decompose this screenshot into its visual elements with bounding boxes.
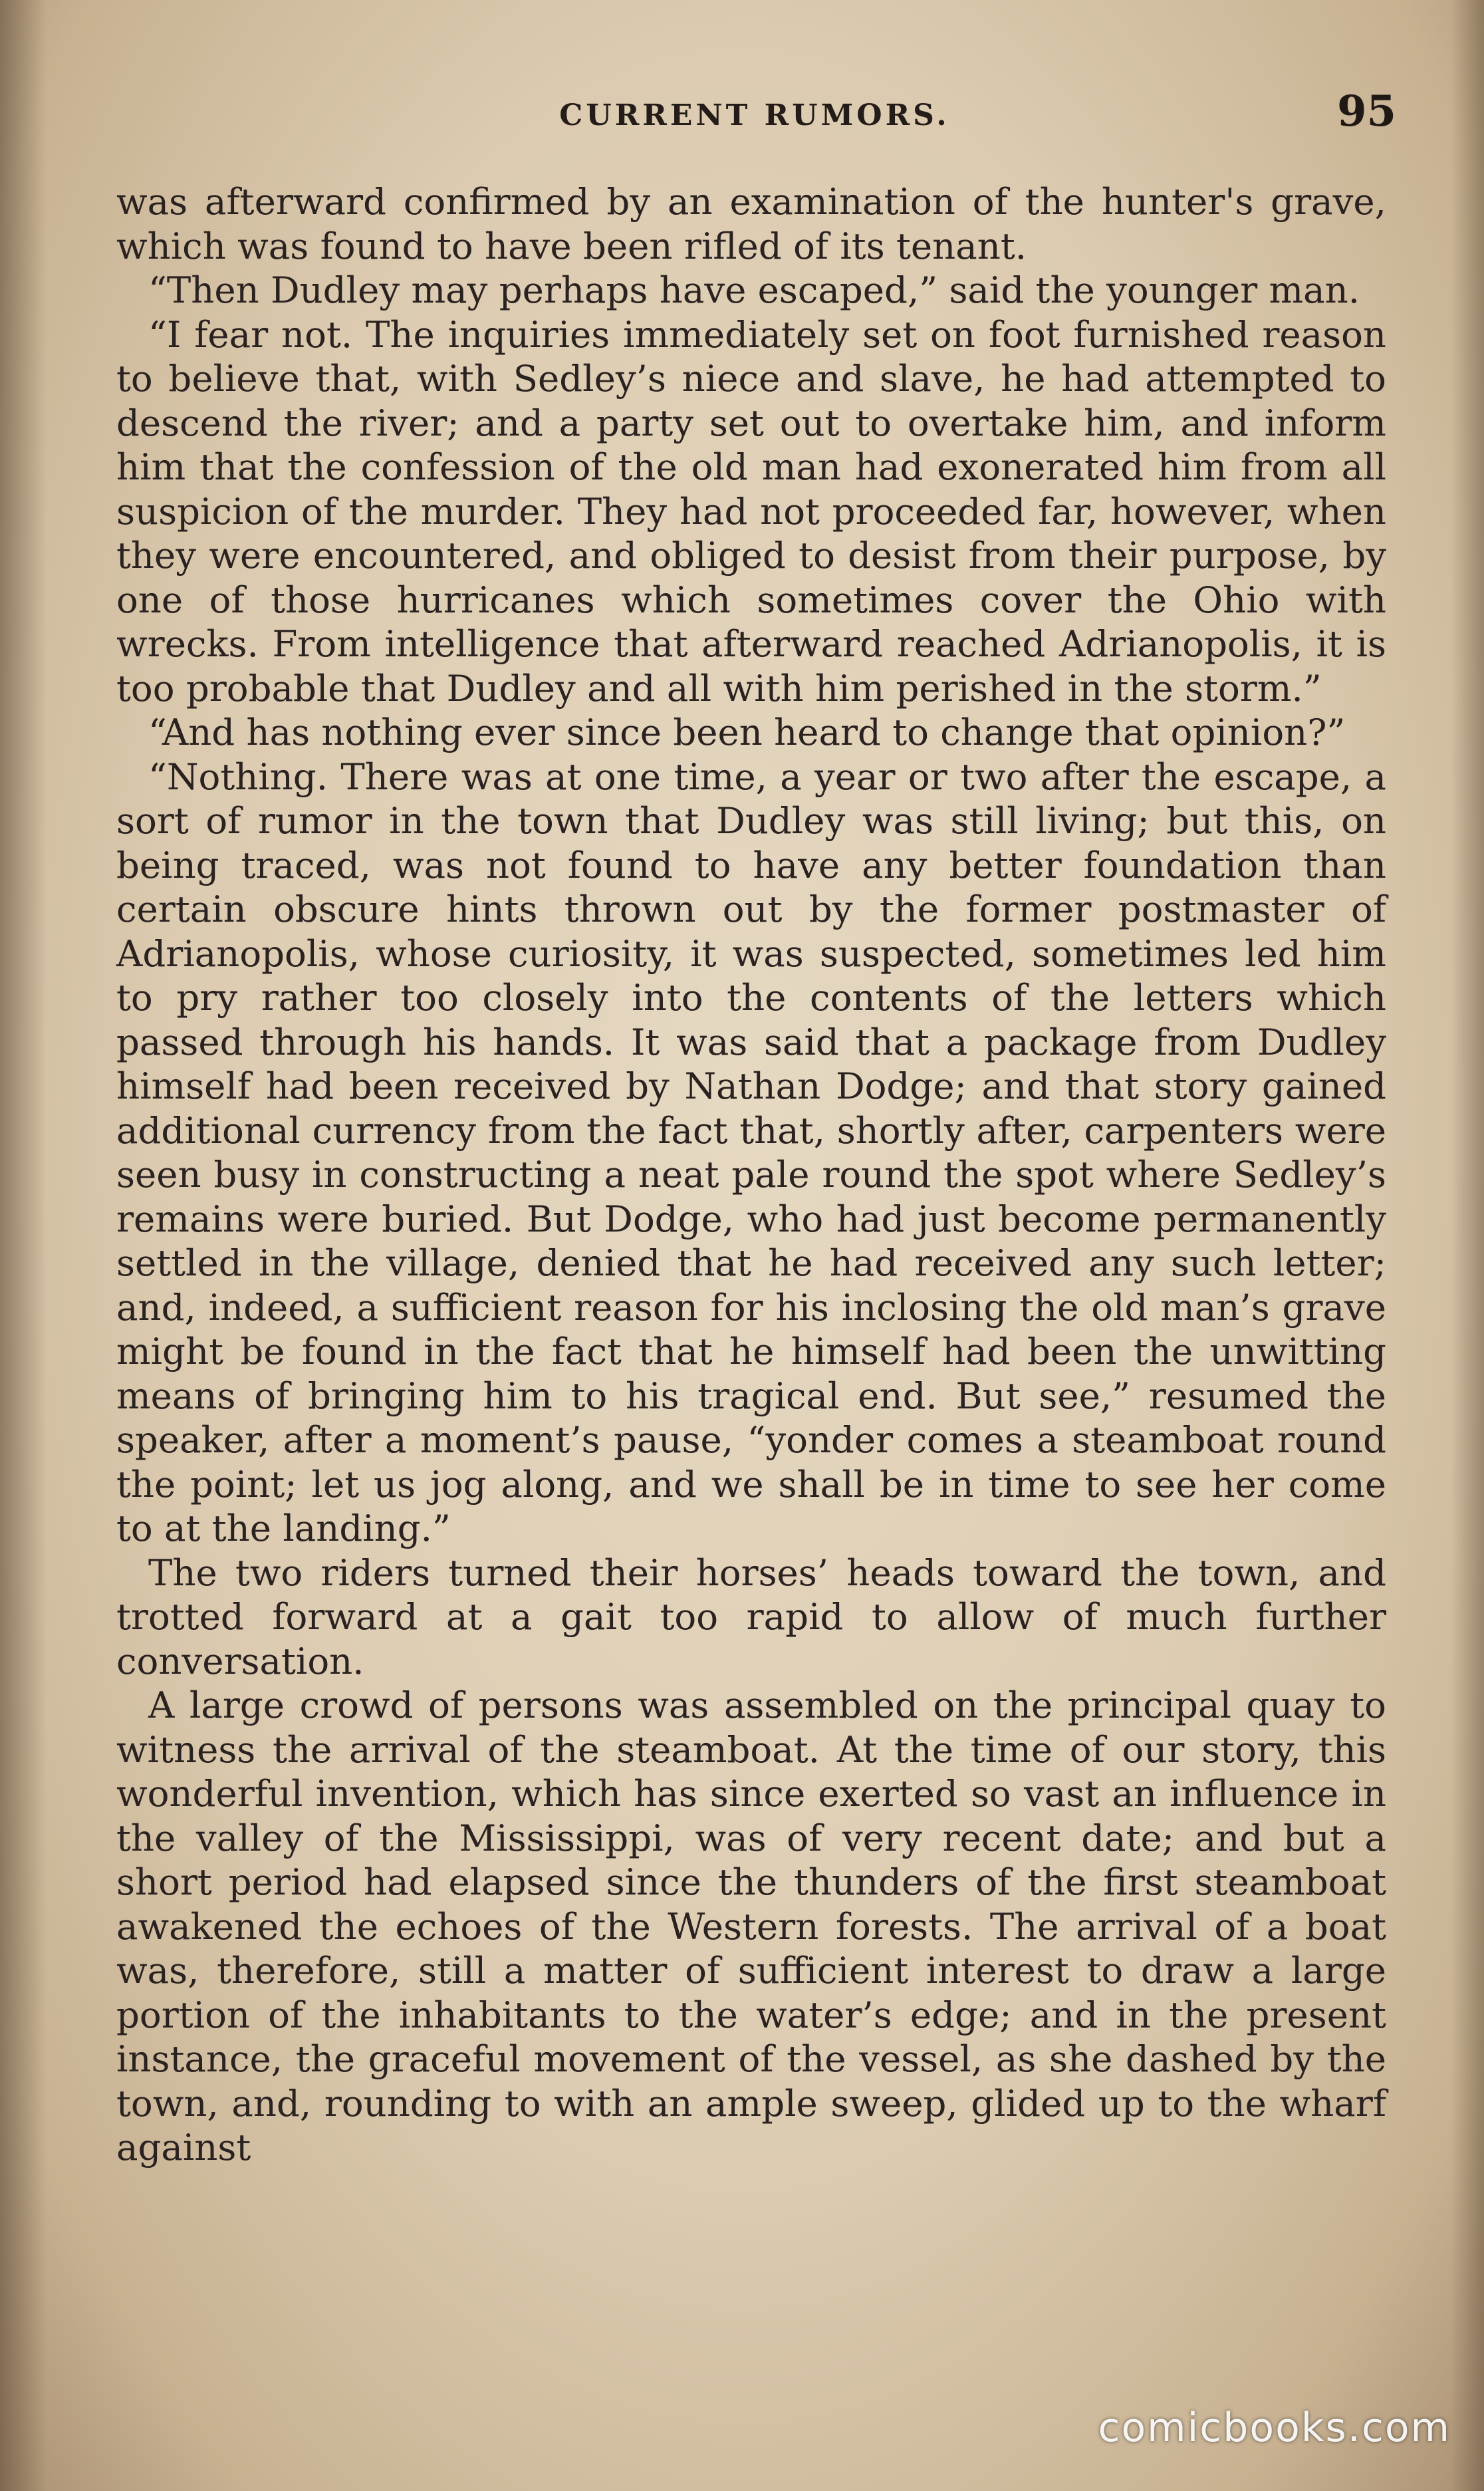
- paragraph: “I fear not. The inquiries immediately set on foot furnished reason to believe that, with Sedley’s niece and slave, he had attempted to descend the river; and a party set out to overtake him, and inform him that the confession of the old man had exonerated him from all suspicion of the murder. They had not proceeded far, however, when they were encountered, and obliged to desist from their purpose, by one of those hurricanes which sometimes cover the Ohio with wrecks. From intelligence that afterward reached Adrianopolis, it is too probable that Dudley and all with him perished in the storm.”: [116, 313, 1386, 710]
- paragraph: “Nothing. There was at one time, a year or two after the escape, a sort of rumor in the town that Dudley was still living; but this, on being traced, was not found to have any better foundation than certain obscure hints thrown out by the former postmaster of Adrianopolis, whose curiosity, it was suspected, sometimes led him to pry rather too closely into the contents of the letters which passed through his hands. It was said that a package from Dudley himself had been received by Nathan Dodge; and that story gained additional currency from the fact that, shortly after, carpenters were seen busy in constructing a neat pale round the spot where Sedley’s remains were buried. But Dodge, who had just become permanently settled in the village, denied that he had received any such letter; and, indeed, a sufficient reason for his inclosing the old man’s grave might be found in the fact that he himself had been the unwitting means of bringing him to his tragical end. But see,” resumed the speaker, after a moment’s pause, “yonder comes a steamboat round the point; let us jog along, and we shall be in time to see her come to at the landing.”: [116, 755, 1386, 1549]
- paragraph: A large crowd of persons was assembled on the principal quay to witness the arrival of the steamboat. At the time of our story, this wonderful invention, which has since exerted so vast an influence in the valley of the Mississippi, was of very recent date; and but a short period had elapsed since the thunders of the first steamboat awakened the echoes of the Western forests. The arrival of a boat was, therefore, still a matter of sufficient interest to draw a large portion of the inhabitants to the water’s edge; and in the present instance, the graceful movement of the vessel, as she dashed by the town, and, rounding to with an ample sweep, glided up to the wharf against: [116, 1684, 1386, 2168]
- page-number: 95: [1336, 86, 1396, 136]
- running-head: CURRENT RUMORS.: [559, 98, 950, 132]
- paragraph: The two riders turned their horses’ heads toward the town, and trotted forward at a gait too rapid to allow of much further conversation.: [116, 1551, 1386, 1682]
- paragraph: “Then Dudley may perhaps have escaped,” said the younger man.: [148, 269, 1360, 311]
- paragraph-continuation: was afterward confirmed by an examination of the hunter's grave, which was found to have been rifled of its tenant.: [116, 180, 1386, 267]
- page-header: [113, 86, 1396, 140]
- watermark: comicbooks.com: [1098, 2405, 1451, 2451]
- paragraph: “And has nothing ever since been heard to change that opinion?”: [148, 711, 1346, 753]
- body-text: [116, 180, 1386, 2170]
